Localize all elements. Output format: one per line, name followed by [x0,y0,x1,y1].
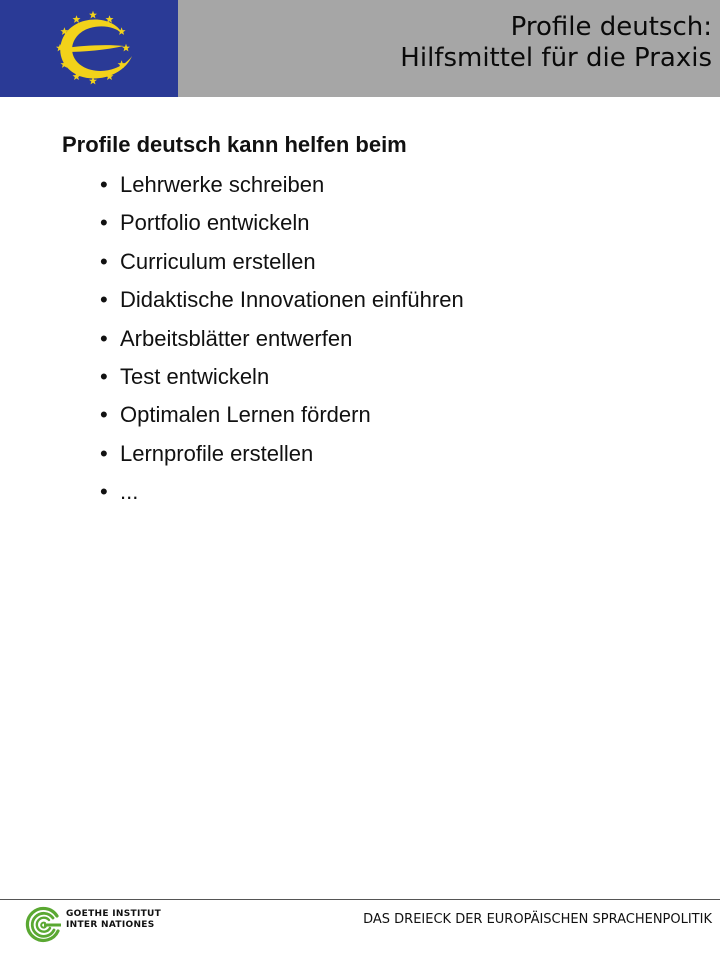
title-line-2: Hilfsmittel für die Praxis [400,43,712,73]
bullet-marker: • [100,364,108,390]
footer-divider [0,899,720,900]
bullet-marker: • [100,325,108,351]
star-icon [89,11,97,19]
list-item-text: Test entwickeln [120,364,270,390]
star-icon [118,27,126,35]
bullet-marker: • [100,479,108,505]
bullet-marker: • [100,210,108,236]
wordmark-line-1: GOETHE INSTITUT [66,909,162,919]
star-icon [122,44,130,52]
bullet-marker: • [100,440,108,466]
list-item-text: Arbeitsblätter entwerfen [120,325,353,351]
wordmark-line-2: INTER NATIONES [66,920,155,930]
star-icon [73,15,81,23]
footer-caption: DAS DREIECK DER EUROPÄISCHEN SPRACHENPOLITIK [363,912,712,927]
list-item [100,204,702,242]
list-item-text: Portfolio entwickeln [120,210,310,236]
bullet-list [62,166,702,512]
list-item [100,435,702,473]
list-item [100,320,702,358]
list-item-text: Lernprofile erstellen [120,440,314,466]
slide-content [62,128,702,512]
list-item [100,473,702,511]
title-line-1: Profile deutsch: [510,12,712,42]
header-band [0,0,720,97]
slide-title [400,12,712,74]
bullet-marker: • [100,248,108,274]
bullet-marker: • [100,402,108,428]
bullet-marker: • [100,287,108,313]
list-item-text: Didaktische Innovationen einführen [120,287,464,313]
goethe-institut-wordmark [66,909,161,931]
list-item [100,243,702,281]
list-item-text: Optimalen Lernen fördern [120,402,371,428]
list-item-text: Curriculum erstellen [120,248,316,274]
list-item [100,166,702,204]
council-of-europe-logo-icon [0,0,178,97]
council-of-europe-logo [0,0,178,97]
lead-text: Profile deutsch kann helfen beim [62,132,407,157]
list-item [100,396,702,434]
list-item-text: ... [120,479,139,505]
list-item [100,358,702,396]
list-item-text: Lehrwerke schreiben [120,172,325,197]
goethe-institut-logo-icon [24,904,64,944]
bullet-marker: • [100,172,108,197]
list-item [100,281,702,319]
